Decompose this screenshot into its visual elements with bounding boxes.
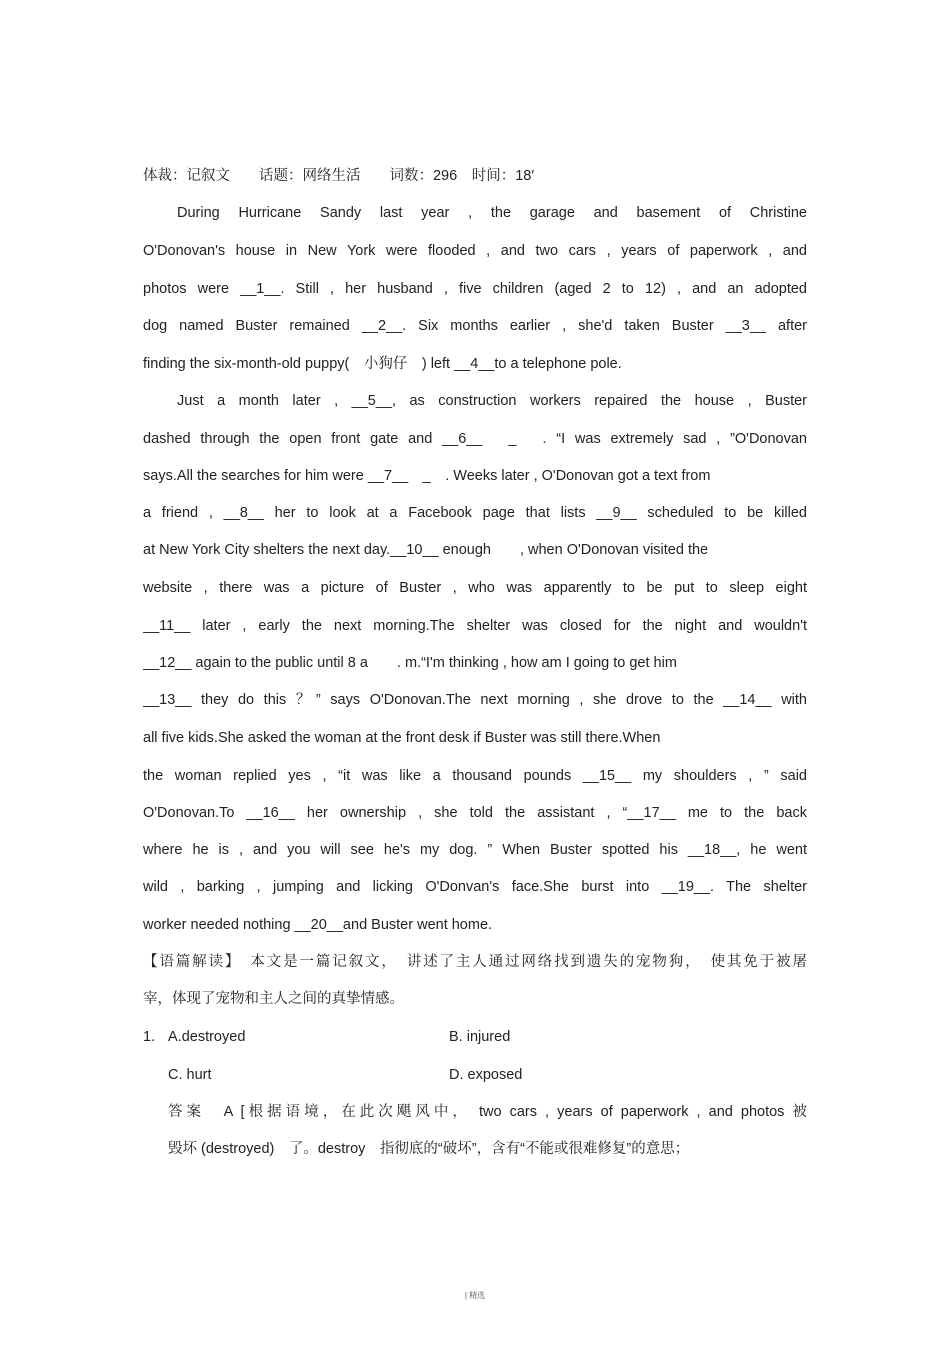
passage-line: wild , barking , jumping and licking O'Donvan's face.She burst into __19__. The shelter — [143, 879, 807, 895]
passage-line: worker needed nothing __20__and Buster went home. — [143, 917, 493, 933]
passage-line: says.All the searches for him were __7__ _ . Weeks later , O'Donovan got a text from — [143, 468, 711, 484]
passage-line: the woman replied yes , “it was like a thousand pounds __15__ my shoulders , ” said — [143, 768, 807, 784]
answer-line: 答案 A [根据语境，在此次飓风中， two cars , years of paperwork , and photos 被 — [168, 1104, 807, 1120]
passage-line: __12__ again to the public until 8 a . m.“I'm thinking , how am I going to get him — [143, 655, 677, 671]
passage-line: O'Donovan.To __16__ her ownership , she told the assistant , “__17__ me to the back — [143, 805, 807, 821]
passage-line: website , there was a picture of Buster , who was apparently to be put to sleep eight — [143, 580, 807, 596]
passage-line: finding the six-month-old puppy( 小狗仔 ) left __4__to a telephone pole. — [143, 356, 622, 372]
passage-line: a friend , __8__ her to look at a Facebook page that lists __9__ scheduled to be killed — [143, 505, 807, 521]
passage-line: all five kids.She asked the woman at the front desk if Buster was still there.When — [143, 730, 661, 746]
analysis-line: 【语篇解读】 本文是一篇记叙文， 讲述了主人通过网络找到遗失的宠物狗， 使其免于被屠 — [143, 954, 807, 970]
passage-line: During Hurricane Sandy last year , the garage and basement of Christine — [177, 205, 807, 221]
question-number: 1. — [143, 1029, 156, 1045]
option-d: D. exposed — [449, 1067, 523, 1083]
analysis-line: 宰，体现了宠物和主人之间的真挚情感。 — [143, 991, 404, 1007]
passage-line: O'Donovan's house in New York were flooded , and two cars , years of paperwork , and — [143, 243, 807, 259]
passage-line: at New York City shelters the next day.__10__ enough , when O'Donovan visited the — [143, 542, 709, 558]
passage-line: photos were __1__. Still , her husband , five children (aged 2 to 12) , and an adopted — [143, 281, 807, 297]
page-footer: | 精选 — [464, 1291, 486, 1300]
passage-line: where he is , and you will see he's my dog. ” When Buster spotted his __18__, he went — [143, 842, 807, 858]
passage-line: __11__ later , early the next morning.The shelter was closed for the night and wouldn't — [143, 618, 807, 634]
option-b: B. injured — [449, 1029, 511, 1045]
passage-line: dog named Buster remained __2__. Six months earlier , she'd taken Buster __3__ after — [143, 318, 807, 334]
option-c: C. hurt — [168, 1067, 212, 1083]
passage-line: Just a month later , __5__, as construction workers repaired the house , Buster — [177, 393, 807, 409]
passage-line: __13__ they do this ？” says O'Donovan.The next morning , she drove to the __14__ with — [143, 692, 807, 708]
passage-line: dashed through the open front gate and __6__ _ . “I was extremely sad , ”O'Donovan — [143, 431, 807, 447]
option-a: A.destroyed — [168, 1029, 246, 1045]
answer-line: 毁坏 (destroyed) 了。destroy 指彻底的“破坏”，含有“不能或很难修复”的意思； — [168, 1141, 690, 1157]
meta-line: 体裁：记叙文 话题：网络生活 词数：296 时间：18′ — [143, 168, 535, 184]
